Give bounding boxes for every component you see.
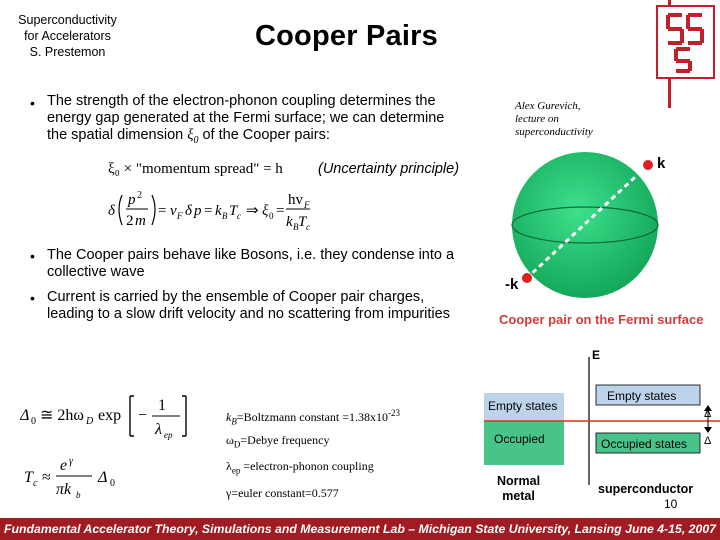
svg-text:πk: πk bbox=[56, 481, 72, 498]
svg-text:0: 0 bbox=[31, 416, 36, 427]
svg-text:≅ 2hω: ≅ 2hω bbox=[40, 407, 84, 424]
gap-delta-label-bottom: Δ bbox=[704, 435, 712, 447]
svg-text:v: v bbox=[170, 203, 177, 219]
svg-text:F: F bbox=[177, 211, 183, 221]
attribution-line1: Alex Gurevich, bbox=[515, 100, 581, 112]
occupied-label-normal: Occupied bbox=[494, 432, 545, 446]
svg-text:1: 1 bbox=[158, 397, 166, 414]
legend-wd: $\omega_D=Debye$ frequency bbox=[226, 433, 330, 450]
svg-text:⇒: ⇒ bbox=[246, 203, 259, 219]
svg-text:0: 0 bbox=[110, 478, 115, 489]
author-name: S. Prestemon bbox=[29, 45, 106, 59]
svg-text:2: 2 bbox=[137, 190, 142, 201]
svg-text:p: p bbox=[128, 192, 136, 208]
attribution bbox=[515, 100, 593, 139]
bullet-1-line2: energy gap generated at the Fermi surface; we can determine bbox=[47, 110, 445, 126]
svg-text:γ: γ bbox=[69, 456, 73, 467]
bullet-3-line2: leading to a slow drift velocity and no scattering from impurities bbox=[47, 306, 450, 322]
k-label: k bbox=[657, 155, 666, 172]
course-header bbox=[0, 12, 135, 60]
legend-wd-text: =Debye frequency bbox=[240, 433, 330, 447]
fermi-sphere-figure bbox=[505, 140, 675, 315]
svg-text:exp: exp bbox=[98, 407, 122, 424]
legend-gamma: γ=euler constant=0.577 bbox=[226, 486, 339, 500]
bullet-3 bbox=[47, 289, 507, 323]
footer-bar: Fundamental Accelerator Theory, Simulations and Measurement Lab – Michigan State University, Lansing June 4-15, 2007 bbox=[0, 518, 720, 540]
attribution-line3: superconductivity bbox=[515, 126, 593, 138]
svg-text:0: 0 bbox=[269, 211, 274, 221]
svg-text:Δ: Δ bbox=[20, 407, 30, 424]
bullet-1-line3 bbox=[47, 127, 497, 149]
svg-text:D: D bbox=[86, 416, 94, 427]
svg-text:c: c bbox=[237, 211, 241, 221]
legend-lep-text: =electron-phonon coupling bbox=[243, 459, 374, 473]
svg-text:T: T bbox=[298, 214, 307, 230]
svg-text:=: = bbox=[204, 203, 213, 219]
occupied-states-label-sc: Occupied states bbox=[601, 437, 688, 451]
bullet-marker: • bbox=[30, 95, 35, 111]
empty-states-label-normal: Empty states bbox=[488, 399, 558, 413]
normal-metal-line1: Normal bbox=[497, 474, 541, 488]
legend-kb-exponent: -23 bbox=[388, 408, 401, 418]
bullet-marker: • bbox=[30, 248, 35, 264]
svg-text:b: b bbox=[76, 490, 81, 500]
svg-text:c: c bbox=[33, 478, 38, 489]
legend-lep: $\lambda_{ep}$ =electron-phonon coupling bbox=[226, 459, 374, 476]
bullet-1 bbox=[47, 93, 497, 149]
svg-text:ep: ep bbox=[164, 430, 173, 440]
svg-text:ξ: ξ bbox=[262, 203, 269, 219]
svg-text:k: k bbox=[215, 203, 222, 219]
gap-delta-label-top: Δ bbox=[704, 408, 712, 420]
svg-text:≈: ≈ bbox=[42, 469, 51, 486]
svg-text:=: = bbox=[158, 203, 167, 219]
bullet-2 bbox=[47, 247, 507, 281]
energy-axis-label: E bbox=[592, 348, 601, 362]
uncertainty-note: (Uncertainty principle) bbox=[318, 161, 460, 177]
svg-text:δ: δ bbox=[108, 203, 115, 219]
svg-text:−: − bbox=[138, 407, 148, 424]
fermi-caption: Cooper pair on the Fermi surface bbox=[499, 312, 704, 327]
xi-symbol: ξ bbox=[187, 127, 194, 143]
course-title-line2: for Accelerators bbox=[24, 29, 111, 43]
k-point bbox=[643, 160, 653, 170]
empty-states-label-sc: Empty states bbox=[607, 389, 677, 403]
svg-text:T: T bbox=[229, 203, 238, 219]
critical-temperature-equation bbox=[20, 452, 140, 509]
svg-text:e: e bbox=[60, 457, 68, 474]
negk-label: -k bbox=[505, 276, 519, 293]
normal-metal-label bbox=[497, 474, 540, 504]
svg-text:=: = bbox=[276, 203, 285, 219]
bullet-2-line1: The Cooper pairs behave like Bosons, i.e. they condense into a bbox=[47, 247, 455, 263]
svg-text:T: T bbox=[24, 469, 33, 486]
bullet-1-text-pre: the spatial dimension bbox=[47, 127, 188, 143]
lab-logo-icon bbox=[656, 5, 715, 79]
svg-text:F: F bbox=[304, 200, 310, 210]
normal-metal-line2: metal bbox=[502, 489, 535, 503]
bullet-1-line1: The strength of the electron-phonon coupling determines the bbox=[47, 93, 436, 109]
svg-text:hv: hv bbox=[288, 192, 303, 208]
energy-gap-equation bbox=[100, 187, 310, 238]
negk-point bbox=[522, 273, 532, 283]
legend-kb: $k_B=Boltzmann$ constant $=1.38x10^{-23}$ bbox=[226, 408, 401, 427]
bullet-2-line2: collective wave bbox=[47, 264, 145, 280]
svg-text:B: B bbox=[293, 222, 299, 232]
svg-text:B: B bbox=[222, 211, 228, 221]
course-title-line1: Superconductivity bbox=[18, 13, 117, 27]
equation-momentum-spread: ξ₀ × "momentum spread" = h bbox=[108, 161, 283, 177]
legend-kb-text: =Boltzmann constant =1.38x10 bbox=[236, 410, 389, 424]
page-number: 10 bbox=[664, 497, 678, 511]
superconductor-label: superconductor bbox=[598, 482, 694, 496]
fermi-sphere bbox=[512, 152, 658, 298]
gap-delta-equation bbox=[20, 388, 220, 449]
page-title: Cooper Pairs bbox=[255, 20, 438, 52]
svg-text:c: c bbox=[306, 222, 310, 232]
svg-text:m: m bbox=[135, 213, 146, 229]
svg-text:δ: δ bbox=[185, 203, 192, 219]
attribution-line2: lecture on bbox=[515, 113, 559, 125]
bullet-marker: • bbox=[30, 290, 35, 306]
svg-text:k: k bbox=[286, 214, 293, 230]
svg-text:2: 2 bbox=[126, 213, 134, 229]
svg-text:Δ: Δ bbox=[98, 469, 108, 486]
bullet-3-line1: Current is carried by the ensemble of Cooper pair charges, bbox=[47, 289, 425, 305]
svg-text:λ: λ bbox=[155, 421, 162, 438]
bullet-1-text-post: of the Cooper pairs: bbox=[198, 127, 330, 143]
xi-subscript: 0 bbox=[193, 134, 199, 146]
svg-text:p: p bbox=[194, 203, 202, 219]
